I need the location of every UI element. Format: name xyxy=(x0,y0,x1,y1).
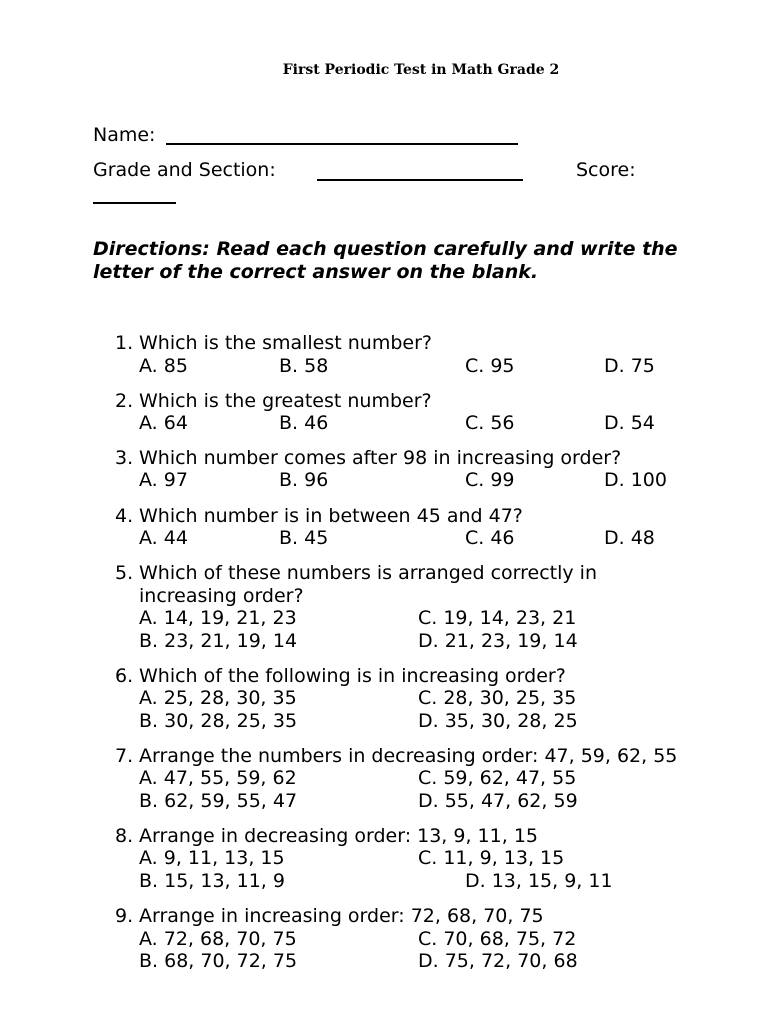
question-text-continued: increasing order? xyxy=(139,585,304,607)
question-number: 7. xyxy=(115,745,134,767)
option-d: D. 21, 23, 19, 14 xyxy=(418,630,578,652)
option-d: D. 100 xyxy=(604,469,667,491)
option-a: A. 47, 55, 59, 62 xyxy=(139,767,297,789)
question-text: Which is the smallest number? xyxy=(139,332,432,354)
question-text: Which number comes after 98 in increasing order? xyxy=(139,447,622,469)
option-a: A. 85 xyxy=(139,355,188,377)
option-b: B. 96 xyxy=(279,469,329,491)
option-a: A. 9, 11, 13, 15 xyxy=(139,847,285,869)
question-text: Which of the following is in increasing order? xyxy=(139,665,566,687)
question-text: Arrange the numbers in decreasing order: 47, 59, 62, 55 xyxy=(139,745,678,767)
option-c: C. 56 xyxy=(465,412,515,434)
option-c: C. 99 xyxy=(465,469,515,491)
grade-section-blank[interactable] xyxy=(317,179,523,181)
question-number: 3. xyxy=(115,447,134,469)
option-d: D. 13, 15, 9, 11 xyxy=(465,870,613,892)
option-a: A. 14, 19, 21, 23 xyxy=(139,607,297,629)
question-text: Which number is in between 45 and 47? xyxy=(139,505,523,527)
option-c: C. 28, 30, 25, 35 xyxy=(418,687,577,709)
question-number: 5. xyxy=(115,562,134,584)
option-b: B. 58 xyxy=(279,355,329,377)
option-a: A. 44 xyxy=(139,527,188,549)
option-c: C. 46 xyxy=(465,527,515,549)
option-a: A. 97 xyxy=(139,469,188,491)
option-b: B. 45 xyxy=(279,527,329,549)
name-blank[interactable] xyxy=(166,143,518,145)
option-d: D. 75 xyxy=(604,355,655,377)
option-c: C. 95 xyxy=(465,355,515,377)
option-d: D. 54 xyxy=(604,412,655,434)
option-a: A. 25, 28, 30, 35 xyxy=(139,687,297,709)
question-number: 6. xyxy=(115,665,134,687)
option-b: B. 30, 28, 25, 35 xyxy=(139,710,298,732)
score-label: Score: xyxy=(576,159,636,181)
question-text: Which of these numbers is arranged correctly in xyxy=(139,562,597,584)
option-b: B. 23, 21, 19, 14 xyxy=(139,630,298,652)
page-title: First Periodic Test in Math Grade 2 xyxy=(282,62,560,78)
question-text: Arrange in decreasing order: 13, 9, 11, 15 xyxy=(139,825,538,847)
question-number: 1. xyxy=(115,332,134,354)
option-d: D. 75, 72, 70, 68 xyxy=(418,950,578,972)
option-d: D. 55, 47, 62, 59 xyxy=(418,790,578,812)
option-a: A. 64 xyxy=(139,412,188,434)
question-number: 9. xyxy=(115,905,134,927)
option-c: C. 70, 68, 75, 72 xyxy=(418,928,577,950)
question-text: Arrange in increasing order: 72, 68, 70, 75 xyxy=(139,905,544,927)
grade-section-label: Grade and Section: xyxy=(93,159,276,181)
question-number: 4. xyxy=(115,505,134,527)
option-b: B. 46 xyxy=(279,412,329,434)
name-label: Name: xyxy=(93,124,156,146)
option-c: C. 11, 9, 13, 15 xyxy=(418,847,565,869)
option-b: B. 62, 59, 55, 47 xyxy=(139,790,298,812)
question-number: 8. xyxy=(115,825,134,847)
option-c: C. 59, 62, 47, 55 xyxy=(418,767,577,789)
directions-text: Directions: Read each question carefully and write the letter of the correct answer on the blank. xyxy=(93,238,678,283)
option-d: D. 35, 30, 28, 25 xyxy=(418,710,578,732)
option-d: D. 48 xyxy=(604,527,655,549)
score-blank[interactable] xyxy=(93,202,176,204)
option-c: C. 19, 14, 23, 21 xyxy=(418,607,577,629)
option-b: B. 68, 70, 72, 75 xyxy=(139,950,298,972)
question-number: 2. xyxy=(115,390,134,412)
question-text: Which is the greatest number? xyxy=(139,390,432,412)
option-a: A. 72, 68, 70, 75 xyxy=(139,928,297,950)
option-b: B. 15, 13, 11, 9 xyxy=(139,870,285,892)
